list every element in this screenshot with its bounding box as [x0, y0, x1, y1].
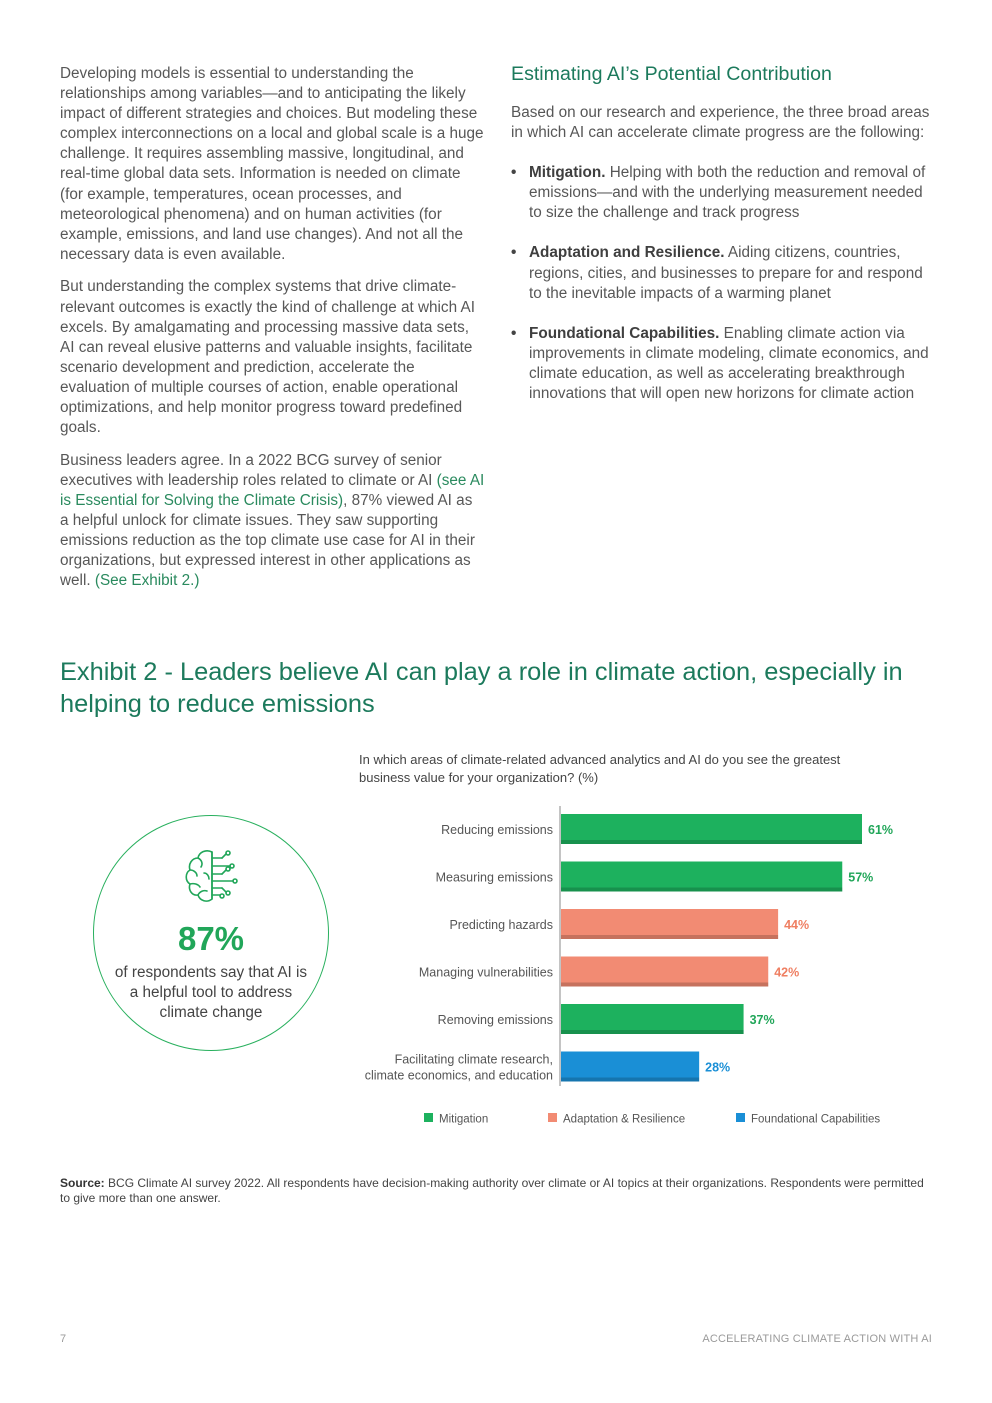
bullet-lead: Adaptation and Resilience.: [529, 244, 725, 262]
chart-question: In which areas of climate-related advanced analytics and AI do you see the greatest business value for your organization? (%): [359, 752, 841, 785]
stat-circle: [93, 815, 329, 1051]
legend-label: Mitigation: [439, 1113, 489, 1126]
body-paragraph: But understanding the complex systems that drive climate-relevant outcomes is exactly the kind of challenge at which AI excels. By amalgamating and processing massive data sets, AI can reveal elusive patterns and valuable insights, facilitate scenario development and prediction, accelerate the evaluation of multiple courses of action, enable operational optimizations, and help monitor progress toward predefined goals.: [60, 278, 475, 437]
contribution-list: [511, 163, 936, 404]
bar: [561, 1052, 699, 1082]
list-item: [511, 163, 936, 223]
right-column: [511, 64, 936, 424]
list-item: [511, 324, 936, 404]
source-label: Source:: [60, 1176, 105, 1190]
bar: [561, 1004, 744, 1034]
bar: [561, 909, 778, 939]
category-label: Removing emissions: [437, 1013, 553, 1027]
stat-value: 87%: [177, 920, 245, 957]
exhibit-title: Exhibit 2 - Leaders believe AI can play a role in climate action, especially in helping to reduce emissions: [60, 658, 903, 718]
bar: [561, 814, 862, 844]
legend-swatch: [424, 1113, 433, 1122]
bar-chart: [340, 800, 900, 1135]
bullet-lead: Mitigation.: [529, 164, 606, 182]
source-text: BCG Climate AI survey 2022. All respondents have decision-making authority over climate or AI topics at their organizations. Respondents were permitted to give more than one answer.: [60, 1176, 924, 1205]
data-label: 61%: [868, 823, 894, 837]
paragraph-text: , 87% viewed AI as a helpful unlock for climate issues. They saw supporting emissions reduction as the top climate use case for AI in their organizations, but expressed interest in other applications as well.: [60, 491, 475, 590]
legend-label: Foundational Capabilities: [751, 1113, 881, 1126]
data-label: 37%: [749, 1013, 775, 1027]
footer-doc-title: ACCELERATING CLIMATE ACTION WITH AI: [702, 1333, 932, 1345]
bullet-text: Aiding citizens, countries, regions, cities, and businesses to prepare for and respond to the inevitable impacts of a warming planet: [529, 244, 923, 302]
data-label: 44%: [784, 918, 810, 932]
stat-caption: of respondents say that AI is a helpful tool to address climate change: [114, 964, 308, 1021]
category-label: Managing vulnerabilities: [418, 965, 553, 980]
bar: [561, 862, 842, 892]
category-label: Facilitating climate research,: [394, 1052, 553, 1067]
legend-label: Adaptation & Resilience: [563, 1113, 686, 1126]
bar-shadow: [561, 983, 768, 987]
bullet-icon: •: [511, 164, 517, 182]
section-title: Estimating AI’s Potential Contribution: [511, 63, 832, 85]
list-item: [511, 243, 936, 303]
left-column: [60, 64, 485, 604]
body-paragraph: [60, 451, 485, 592]
legend-swatch: [736, 1113, 745, 1122]
data-label: 42%: [774, 965, 800, 980]
paragraph-text: Business leaders agree. In a 2022 BCG survey of senior executives with leadership roles related to climate or AI: [60, 451, 442, 489]
source-note: [60, 1176, 930, 1206]
bullet-icon: •: [511, 244, 517, 262]
climate-crisis-link[interactable]: (see AI is Essential for Solving the Climate Crisis): [60, 471, 485, 509]
bar-shadow: [561, 1030, 744, 1034]
category-label: Measuring emissions: [435, 870, 553, 885]
category-label: climate economics, and education: [364, 1068, 553, 1083]
category-label: Predicting hazards: [449, 918, 553, 932]
bullet-text: Helping with both the reduction and removal of emissions—and with the underlying measurement needed to size the challenge and track progress: [529, 164, 926, 222]
section-intro: Based on our research and experience, the three broad areas in which AI can accelerate climate progress are the following:: [511, 104, 930, 142]
bullet-icon: •: [511, 324, 517, 342]
legend-swatch: [548, 1113, 557, 1122]
bar: [561, 957, 768, 987]
bullet-lead: Foundational Capabilities.: [529, 324, 720, 342]
bullet-text: Enabling climate action via improvements in climate modeling, climate economics, and climate education, as well as accelerating breakthrough innovations that will open new horizons for climate action: [529, 324, 929, 403]
brain-circuit-icon: [182, 846, 242, 906]
category-label: Reducing emissions: [441, 823, 553, 837]
body-paragraph: Developing models is essential to understanding the relationships among variables—and to anticipating the likely impact of different strategies and choices. But modeling these complex interconnections on a local and global scale is a huge challenge. It requires assembling massive, longitudinal, and real-time global data sets. Information is needed on climate (for example, temperatures, ocean processes, and meteorological phenomena) and on human activities (for example, emissions, and land use changes). And not all the necessary data is even available.: [60, 65, 484, 263]
bar-shadow: [561, 840, 862, 844]
bar-shadow: [561, 888, 842, 892]
data-label: 28%: [705, 1060, 731, 1075]
see-exhibit-link[interactable]: (See Exhibit 2.): [94, 572, 200, 590]
page-number: 7: [60, 1333, 67, 1345]
bar-shadow: [561, 935, 778, 939]
bar-shadow: [561, 1078, 699, 1082]
data-label: 57%: [848, 870, 874, 885]
